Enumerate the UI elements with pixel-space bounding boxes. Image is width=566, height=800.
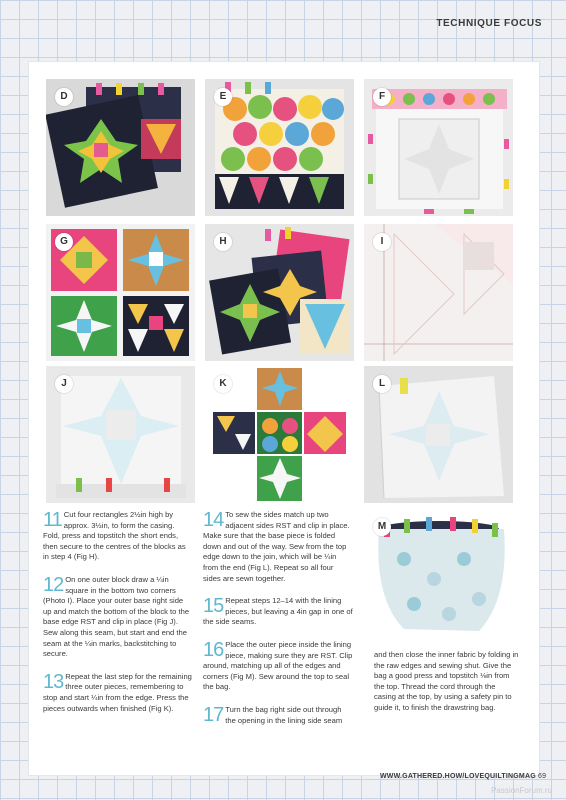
step-12 bbox=[43, 575, 193, 660]
watermark: PassionForum.ru bbox=[491, 786, 552, 795]
photo-letter-badge: E bbox=[214, 88, 232, 106]
photo-letter-badge: G bbox=[55, 233, 73, 251]
content-panel bbox=[29, 62, 539, 775]
step-number: 12 bbox=[43, 573, 64, 596]
step-text: Repeat steps 12–14 with the lining pieces, but leaving a 4in gap in one of the side seams. bbox=[203, 596, 353, 627]
photo-e bbox=[205, 79, 354, 216]
page-number: 69 bbox=[538, 773, 547, 780]
step-text: Turn the bag right side out through the opening in the lining side seam bbox=[225, 704, 343, 725]
photo-letter-badge: F bbox=[373, 88, 391, 106]
step-14 bbox=[203, 510, 353, 584]
photo-i bbox=[364, 224, 513, 361]
step-text: On one outer block draw a ¼in square in the bottom two corners (Photo I). Place your outer base right side up and match the bottom of the block to the base edge RST and clip in place (Fig J). Sew along this seam, but start and end the seam at the ¼in marks, backstitching to secure. bbox=[43, 574, 190, 659]
step-17-continuation: and then close the inner fabric by folding in the raw edges and sewing shut. Give the bag a good press and topstitch ⅛in from the top. Thread the cord through the casing at the top, by using a safety pin to guide it, to finish the drawstring bag. bbox=[374, 650, 519, 712]
photo-letter-badge: J bbox=[55, 375, 73, 393]
instructions-column-3 bbox=[374, 650, 519, 714]
step-text: Place the outer piece inside the lining piece, making sure they are RST. Clip around, matching up all of the edges and corners (Fig M). Sew around the top to seal the bag. bbox=[203, 639, 353, 692]
step-number: 13 bbox=[43, 670, 64, 693]
photo-letter-badge: I bbox=[373, 233, 391, 251]
instructions-column-1 bbox=[43, 510, 193, 726]
photo-letter-badge: D bbox=[55, 88, 73, 106]
photo-h bbox=[205, 224, 354, 361]
photo-k bbox=[205, 366, 354, 503]
photo-letter-badge: H bbox=[214, 233, 232, 251]
step-number: 14 bbox=[203, 509, 224, 531]
photo-d bbox=[46, 79, 195, 216]
step-16 bbox=[203, 640, 353, 693]
magazine-url[interactable]: WWW.GATHERED.HOW/LOVEQUILTINGMAG bbox=[380, 773, 536, 780]
step-17 bbox=[203, 705, 353, 726]
step-text: To sew the sides match up two adjacent sides RST and clip in place. Make sure that the base piece is folded down and out of the way. Sew from the top edge down to the join, which will be ¼in from the end (Fig L). Repeat so all four sides are sewn together. bbox=[203, 510, 350, 583]
instructions-column-2 bbox=[203, 510, 353, 738]
photo-f bbox=[364, 79, 513, 216]
step-11 bbox=[43, 510, 193, 563]
step-15 bbox=[203, 596, 353, 628]
photo-j bbox=[46, 366, 195, 503]
photo-letter-badge: K bbox=[214, 375, 232, 393]
photo-l bbox=[364, 366, 513, 503]
step-13 bbox=[43, 672, 193, 714]
photo-g bbox=[46, 224, 195, 361]
photo-letter-badge: M bbox=[373, 518, 391, 536]
page-footer bbox=[380, 773, 546, 780]
step-number: 17 bbox=[203, 703, 224, 726]
step-number: 15 bbox=[203, 595, 224, 618]
step-number: 11 bbox=[43, 509, 62, 531]
photo-m bbox=[364, 509, 514, 641]
step-text: Repeat the last step for the remaining three outer pieces, remembering to stop and start ¼in from the edge. Press the pieces outwards when finished (Fig K). bbox=[43, 671, 192, 713]
step-number: 16 bbox=[203, 638, 224, 661]
section-label: TECHNIQUE FOCUS bbox=[436, 18, 542, 29]
photo-letter-badge: L bbox=[373, 375, 391, 393]
step-text: Cut four rectangles 2½in high by approx. 3½in, to form the casing. Fold, press and topstitch the short ends, then secure to the centres of the blocks as in step 4 (Fig H). bbox=[43, 510, 186, 562]
